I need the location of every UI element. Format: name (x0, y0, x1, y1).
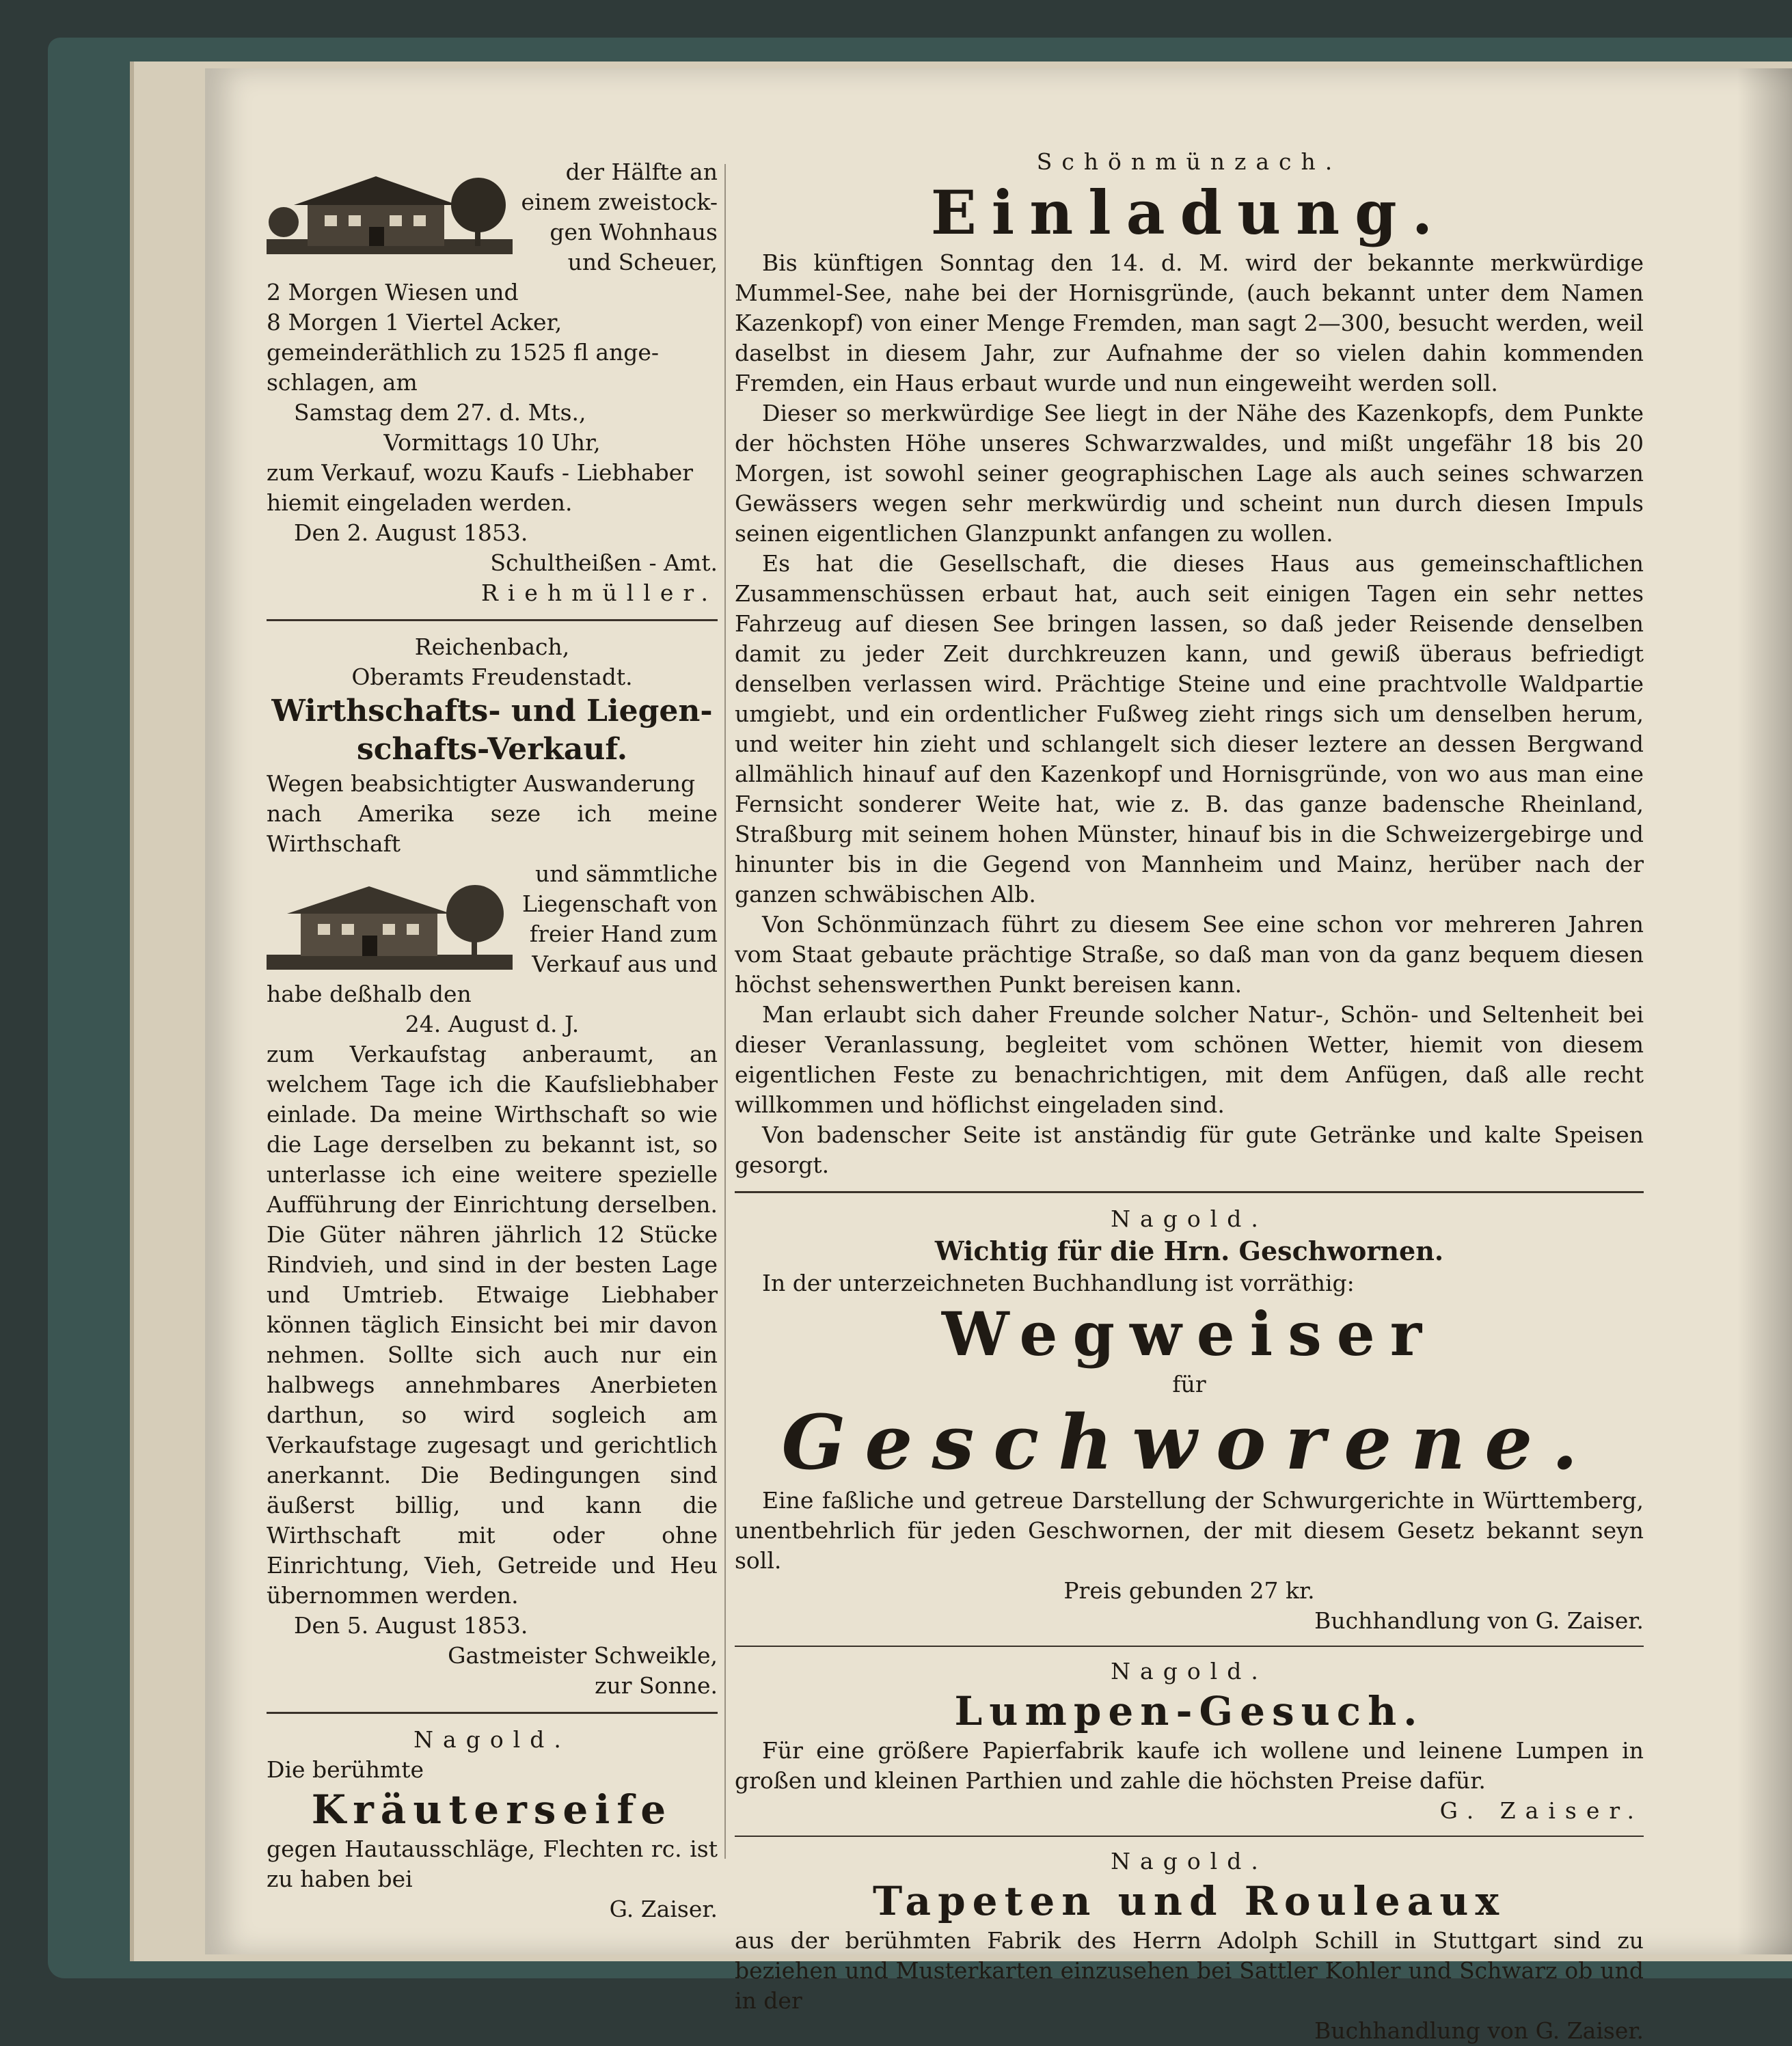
ad3-place: Nagold. (413, 1726, 571, 1753)
ad1-line-7: zum Verkauf, wozu Kaufs - Liebhaber (267, 459, 694, 486)
ad3-lead: Die berühmte (267, 1756, 424, 1783)
ad3-signer: G. Zaiser. (609, 1896, 718, 1922)
divider (735, 1191, 1644, 1193)
left-column (267, 157, 718, 1924)
ad2-lead-1: Wegen beabsichtigter Auswanderung (267, 770, 696, 797)
r-ad2-big1: Wegweiser (941, 1298, 1437, 1369)
ad1-line-2: 8 Morgen 1 Viertel Acker, (267, 309, 562, 336)
ad2-place: Reichenbach, (414, 633, 570, 660)
ad2-district: Oberamts Freudenstadt. (351, 664, 633, 690)
divider (735, 1836, 1644, 1837)
ad2-body: habe deßhalb den (267, 981, 472, 1007)
r-ad2-signer: Buchhandlung von G. Zaiser. (1314, 1607, 1644, 1634)
house-vignette-icon (267, 157, 513, 267)
r-ad2-lead: In der unterzeichneten Buchhandlung ist vorräthig: (762, 1270, 1355, 1296)
r-ad1-p3: Es hat die Gesellschaft, die dieses Haus aus gemeinschaftlichen Zusammenschüssen erbaut hat, auch seit einigen Tagen ein sehr nettes Fahrzeug auf diesen See bringen lassen, so daß jeder Reisende denselben damit zu jeder Zeit durchkreuzen kann, und gewiß überaus befriedigt denselben verlassen wird. Prächtige Steine und eine prachtvolle Waldpartie umgiebt, und ein ordentlicher Fußweg zieht rings sich um denselben herum, und weiter hin zieht und schlangelt sich dieser leztere an dessen Bergwand allmählich hinauf auf den Kazenkopf und Hornisgründe, von wo aus man eine Fernsicht sonderer Weite hat, wie z. B. das ganze badensche Rheinland, Straßburg mit seinem hohen Münster, hinauf bis in die Schweizergebirge und hinunter bis in die Gegend von Mannheim und Mainz, herüber nach der ganzen schwäbischen Alb. (735, 550, 1644, 908)
ad1-line-1: 2 Morgen Wiesen und (267, 279, 519, 305)
r-ad3-text: Für eine größere Papierfabrik kaufe ich wollene und leinene Lumpen in großen und kleinen Parthien und zahle die höchsten Preise dafür. (735, 1737, 1644, 1794)
divider (267, 1712, 718, 1714)
ad1-date: Den 2. August 1853. (294, 519, 528, 546)
ad2-date-line: 24. August d. J. (405, 1011, 580, 1037)
column-rule (724, 164, 726, 1859)
ad-wallpaper (735, 1846, 1644, 2046)
ad2-side-2: Liegenschaft von (522, 890, 718, 917)
r-ad4-text: aus der berühmten Fabrik des Herrn Adolph Schill in Stuttgart sind zu beziehen und Musterkarten einzusehen bei Sattler Kohler und Schwarz ob und in der (735, 1927, 1644, 2014)
ad1-signer: Riehmüller. (480, 579, 718, 606)
r-ad2-big2: Geschworene. (781, 1398, 1597, 1486)
ad-herbal-soap (267, 1725, 718, 1924)
ad1-intro-2: einem zweistock- (521, 189, 718, 215)
r-ad4-title: Tapeten und Rouleaux (872, 1878, 1506, 1924)
ad3-title: Kräuterseife (311, 1786, 673, 1833)
ad1-line-4: schlagen, am (267, 369, 418, 396)
r-ad2-place: Nagold. (1111, 1205, 1268, 1232)
ad2-text: zum Verkaufstag anberaumt, an welchem Tage ich die Kaufsliebhaber einlade. Da meine Wirthschaft so wie die Lage derselben zu bekannt ist, so unterlasse ich eine weitere spezielle Aufführung der Einrichtung derselben. Die Güter nähren jährlich 12 Stücke Rindvieh, und sind in der besten Lage und Umtrieb. Etwaige Liebhaber können täglich Einsicht bei mir davon nehmen. Sollte sich auch nur ein halbwegs annehmbares Anerbieten darthun, so wird sogleich am Verkaufstage zugesagt und gerichtlich anerkannt. Die Bedingungen sind äußerst billig, und kann die Wirthschaft mit oder ohne Einrichtung, Vieh, Getreide und Heu übernommen werden. (267, 1041, 718, 1609)
ad2-side-3: freier Hand zum (529, 920, 718, 947)
right-column (735, 147, 1644, 2046)
ad-inn-sale (267, 632, 718, 1701)
ad1-intro-3: gen Wohnhaus (549, 219, 718, 245)
ad1-line-8: hiemit eingeladen werden. (267, 489, 573, 516)
ad1-intro-1: der Hälfte an (565, 159, 718, 185)
r-ad2-text: Eine faßliche und getreue Darstellung der Schwurgerichte in Württemberg, unentbehrlich für jeden Geschwornen, der mit diesem Gesetz bekannt seyn soll. (735, 1487, 1644, 1574)
spine-shadow (1737, 68, 1792, 1954)
ad2-lead-2: nach Amerika seze ich meine Wirthschaft (267, 800, 718, 857)
ad1-line-3: gemeinderäthlich zu 1525 fl ange- (267, 339, 660, 366)
r-ad1-p5: Man erlaubt sich daher Freunde solcher Natur-, Schön- und Seltenheit bei dieser Veranlassung, begleitet vom schönen Wetter, hiemit von diesem eigentlichen Feste zu benachrichtigen, mit dem Anfügen, daß alle recht willkommen und höflichst eingeladen sind. (735, 1001, 1644, 1118)
ad-invitation (735, 147, 1644, 1180)
ad2-side-1: und sämmtliche (535, 860, 718, 887)
r-ad1-p4: Von Schönmünzach führt zu diesem See eine schon vor mehreren Jahren vom Staat gebaute prächtige Straße, so daß man von da ganz bequem diesen höchst sehenswerthen Punkt bereisen kann. (735, 911, 1644, 998)
ad-rags-wanted (735, 1656, 1644, 1826)
r-ad2-title: Wichtig für die Hrn. Geschwornen. (934, 1236, 1444, 1266)
ad1-office: Schultheißen - Amt. (490, 549, 718, 576)
r-ad2-fuer: für (1172, 1371, 1206, 1397)
ad-jury-guide (735, 1204, 1644, 1636)
ad3-text: gegen Hautausschläge, Flechten rc. ist zu haben bei (267, 1836, 718, 1892)
r-ad1-place: Schönmünzach. (1036, 148, 1342, 175)
ad2-date: Den 5. August 1853. (294, 1612, 528, 1639)
r-ad3-signer: G. Zaiser. (1439, 1797, 1644, 1824)
ad1-intro-4: und Scheuer, (567, 249, 718, 275)
r-ad1-p1: Bis künftigen Sonntag den 14. d. M. wird der bekannte merkwürdige Mummel-See, nahe bei der Hornisgründe, (auch bekannt unter dem Namen Kazenkopf) von einer Menge Fremden, man sagt 2—300, besucht werden, weil daselbst in diesem Jahr, zur Aufnahme der so vielen dahin kommenden Fremden, ein Haus erbaut wurde und nun eingeweiht werden soll. (735, 249, 1644, 396)
r-ad1-p2: Dieser so merkwürdige See liegt in der Nähe des Kazenkopfs, dem Punkte der höchsten Höhe unseres Schwarzwaldes, und mißt ungefähr 18 bis 20 Morgen, ist sowohl seiner geographischen Lage als auch seines schwarzen Gewässers wegen sehr merkwürdig und scheint nun durch diesen Impuls seinen eigentlichen Glanzpunkt anfangen zu wollen. (735, 400, 1644, 547)
ad1-line-6: Vormittags 10 Uhr, (383, 429, 601, 456)
r-ad1-p6: Von badenscher Seite ist anständig für gute Getränke und kalte Speisen gesorgt. (735, 1121, 1644, 1178)
r-ad3-place: Nagold. (1111, 1658, 1268, 1684)
ad2-signer: Gastmeister Schweikle, (448, 1642, 718, 1669)
r-ad4-signer: Buchhandlung von G. Zaiser. (1314, 2017, 1644, 2044)
r-ad1-title: Einladung. (930, 177, 1448, 248)
ad1-line-5: Samstag dem 27. d. Mts., (294, 399, 586, 426)
divider (735, 1646, 1644, 1647)
r-ad3-title: Lumpen-Gesuch. (954, 1688, 1424, 1734)
ad2-side-4: Verkauf aus und (532, 951, 718, 977)
r-ad4-place: Nagold. (1111, 1848, 1268, 1874)
ad2-title: Wirthschafts- und Liegen-schafts-Verkauf. (271, 694, 713, 767)
inn-vignette-icon (267, 859, 513, 979)
r-ad2-price: Preis gebunden 27 kr. (1063, 1577, 1315, 1604)
divider (267, 619, 718, 621)
ad2-signer2: zur Sonne. (595, 1672, 718, 1699)
ad-house-sale (267, 157, 718, 608)
